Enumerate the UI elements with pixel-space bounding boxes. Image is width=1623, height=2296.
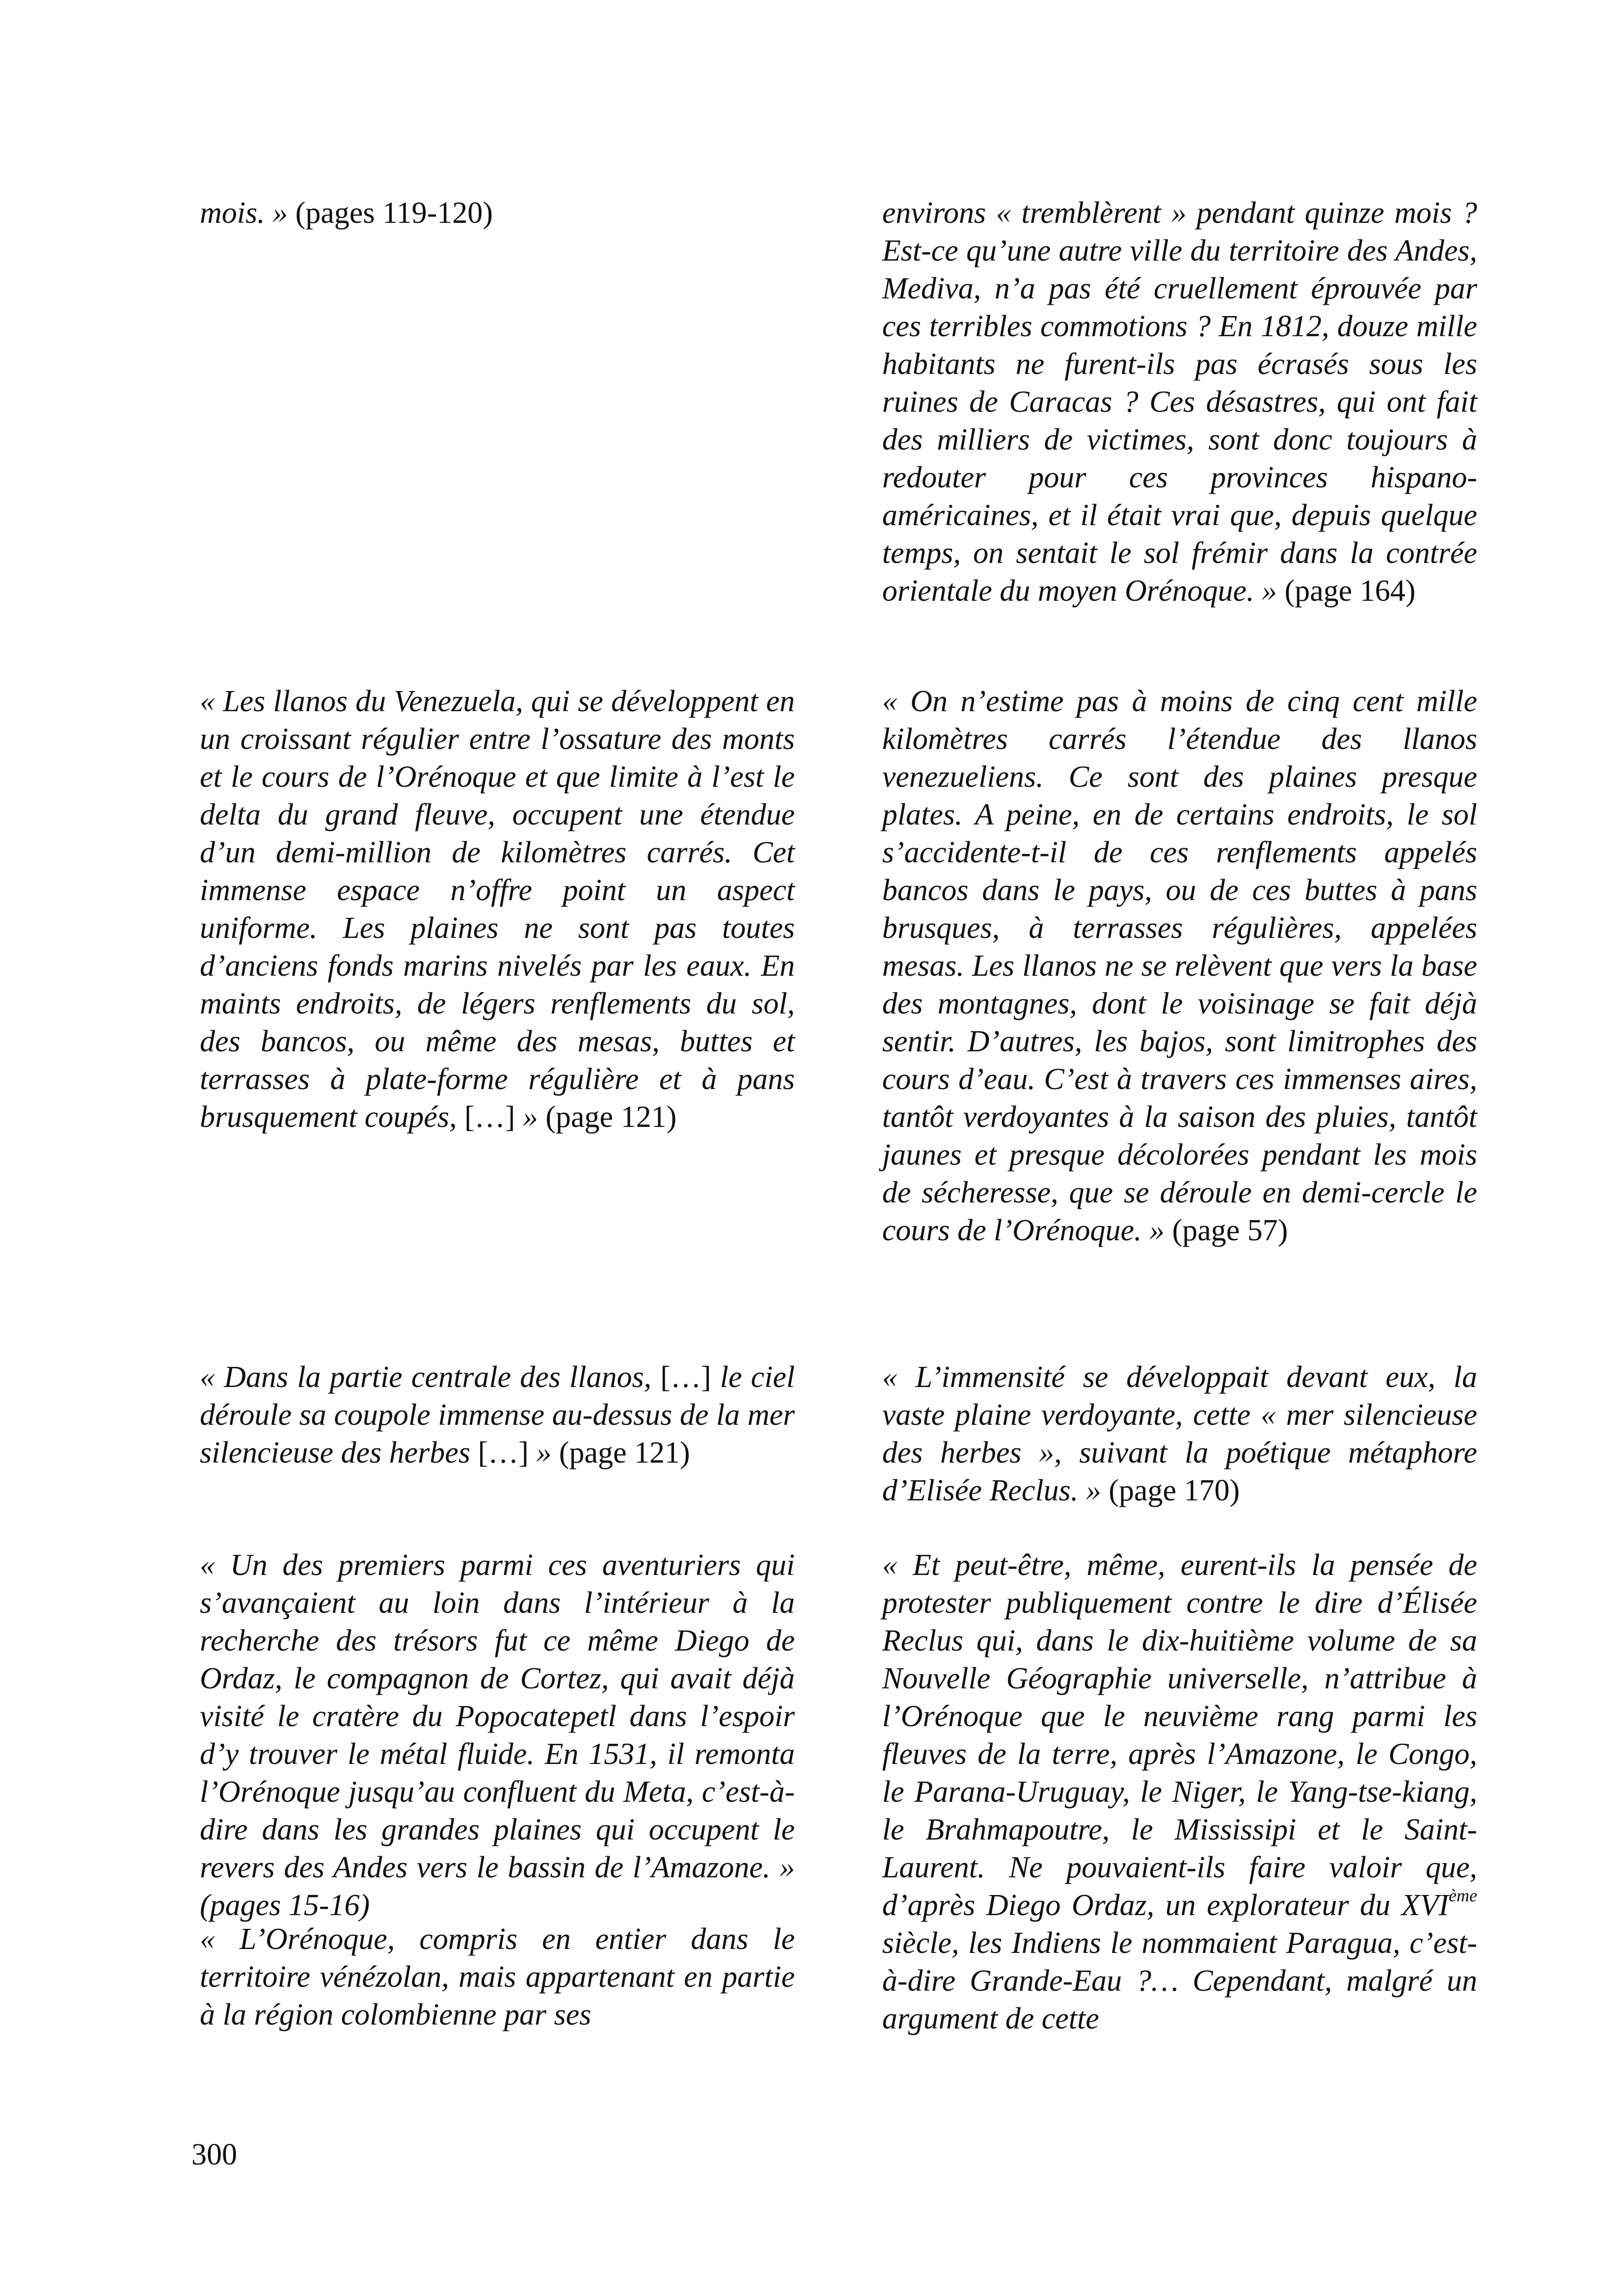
quote-text: « Les llanos du Venezuela, qui se développent en un croissant régulier entre l’ossature des monts et le cours de l’Orénoque et que limite à l’est le delta du grand fleuve, occupent une étendue d’un demi-million de kilomètres carrés. Cet immense espace n’offre point un aspect uniforme. Les plaines ne sont pas toutes d’anciens fonds marins nivelés par les eaux. En maints endroits, de légers renflements du sol, des bancos, ou même des mesas, buttes et terrasses à plate-forme régulière et à pans brusquement coupés, [200, 685, 795, 1134]
superscript: ème [1449, 1886, 1477, 1905]
page-reference: (page 57) [1164, 1214, 1288, 1247]
quote-text: mois. » [200, 196, 288, 230]
quote-entry [200, 1359, 795, 1472]
quote-text: siècle, les Indiens le nommaient Paragua, c’est-à-dire Grande-Eau ?… Cependant, malgré un argument de cette [882, 1926, 1477, 2035]
page-reference: (page 121) [551, 1436, 690, 1469]
quote-entry [882, 1359, 1477, 1510]
ellipsis-bracket: […] [470, 1436, 537, 1469]
quote-text: « Et peut-être, même, eurent-ils la pensée de protester publiquement contre le dire d’Élisée Reclus qui, dans le dix-huitième volume de sa Nouvelle Géographie universelle, n’attribue à l’Orénoque que le neuvième rang parmi les fleuves de la terre, après l’Amazone, le Congo, le Parana-Uruguay, le Niger, le Yang-tse-kiang, le Brahmapoutre, le Mississipi et le Saint-Laurent. Ne pouvaient-ils faire valoir que, d’après Diego Ordaz, un explorateur du XVI [882, 1548, 1477, 1922]
quote-text: « Un des premiers parmi ces aventuriers qui s’avançaient au loin dans l’intérieur à la recherche des trésors fut ce même Diego de Ordaz, le compagnon de Cortez, qui avait déjà visité le cratère du Popocatepetl dans l’espoir d’y trouver le métal fluide. En 1531, il remonta l’Orénoque jusqu’au confluent du Meta, c’est-à-dire dans les grandes plaines qui occupent le revers des Andes vers le bassin de l’Amazone. » (pages 15-16) [200, 1548, 795, 1922]
page-reference: (page 164) [1277, 574, 1416, 608]
page-reference: (pages 119-120) [288, 196, 493, 230]
ellipsis-bracket: […] [457, 1100, 523, 1134]
quote-text: le ciel déroule sa coupole immense au-dessus de la mer silencieuse des herbes [200, 1361, 795, 1469]
quote-entry [200, 1547, 795, 1924]
quote-close: » [536, 1436, 552, 1469]
quote-text: environs « tremblèrent » pendant quinze mois ? Est-ce qu’une autre ville du territoire des Andes, Mediva, n’a pas été cruellement éprouvée par ces terribles commotions ? En 1812, douze mille habitants ne furent-ils pas écrasés sous les ruines de Caracas ? Ces désastres, qui ont fait des milliers de victimes, sont donc toujours à redouter pour ces provinces hispano-américaines, et il était vrai que, depuis quelque temps, on sentait le sol frémir dans la contrée orientale du moyen Orénoque. » [882, 196, 1477, 608]
quote-text: « L’Orénoque, compris en entier dans le territoire vénézolan, mais appartenant en partie à la région colombienne par ses [200, 1922, 795, 2031]
quote-entry [200, 683, 795, 1136]
ellipsis-bracket: […] [651, 1361, 720, 1394]
quote-entry [200, 194, 795, 232]
quote-text: « Dans la partie centrale des llanos, [200, 1361, 652, 1394]
quote-text: « L’immensité se développait devant eux, la vaste plaine verdoyante, cette « mer silencieuse des herbes », suivant la poétique métaphore d’Elisée Reclus. » [882, 1361, 1477, 1507]
page-number: 300 [191, 2138, 237, 2171]
quote-text: « On n’estime pas à moins de cinq cent mille kilomètres carrés l’étendue des llanos venezueliens. Ce sont des plaines presque plates. A peine, en de certains endroits, le sol s’accidente-t-il de ces renflements appelés bancos dans le pays, ou de ces buttes à pans brusques, à terrasses régulières, appelées mesas. Les llanos ne se relèvent que vers la base des montagnes, dont le voisinage se fait déjà sentir. D’autres, les bajos, sont limitrophes des cours d’eau. C’est à travers ces immenses aires, tantôt verdoyantes à la saison des pluies, tantôt jaunes et presque décolorées pendant les mois de sécheresse, que se déroule en demi-cercle le cours de l’Orénoque. » [882, 685, 1477, 1247]
page-reference: (page 121) [538, 1100, 677, 1134]
quote-entry [882, 1547, 1477, 2038]
quote-close: » [522, 1100, 538, 1134]
quote-entry [200, 1921, 795, 2034]
quote-entry [882, 683, 1477, 1250]
page-reference: (page 170) [1101, 1474, 1240, 1507]
quote-entry [882, 194, 1477, 610]
